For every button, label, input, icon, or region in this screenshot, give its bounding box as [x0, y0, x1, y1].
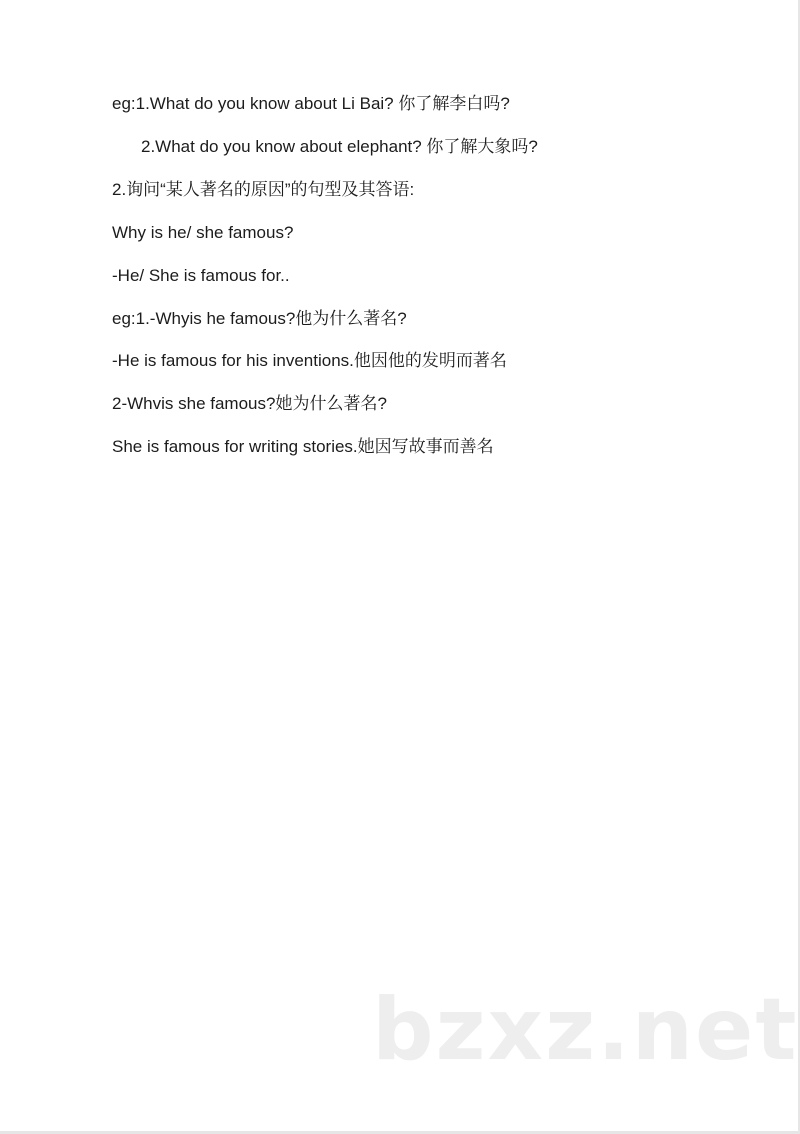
text-line-5: -He/ She is famous for..: [112, 266, 290, 285]
text-line-9: She is famous for writing stories.她因写故事而善名: [112, 437, 494, 456]
text-line-3: 2.询问“某人著名的原因”的句型及其答语:: [112, 180, 415, 199]
text-line-8: 2-Whvis she famous?她为什么著名?: [112, 394, 387, 413]
text-line-7: -He is famous for his inventions.他因他的发明而著名: [112, 351, 507, 370]
text-line-6: eg:1.-Whyis he famous?他为什么著名?: [112, 309, 407, 328]
watermark: bzxz.net: [372, 980, 799, 1080]
text-line-4: Why is he/ she famous?: [112, 223, 294, 242]
text-line-1: eg:1.What do you know about Li Bai? 你了解李白吗?: [112, 94, 510, 113]
text-line-2: 2.What do you know about elephant? 你了解大象吗?: [141, 137, 538, 156]
